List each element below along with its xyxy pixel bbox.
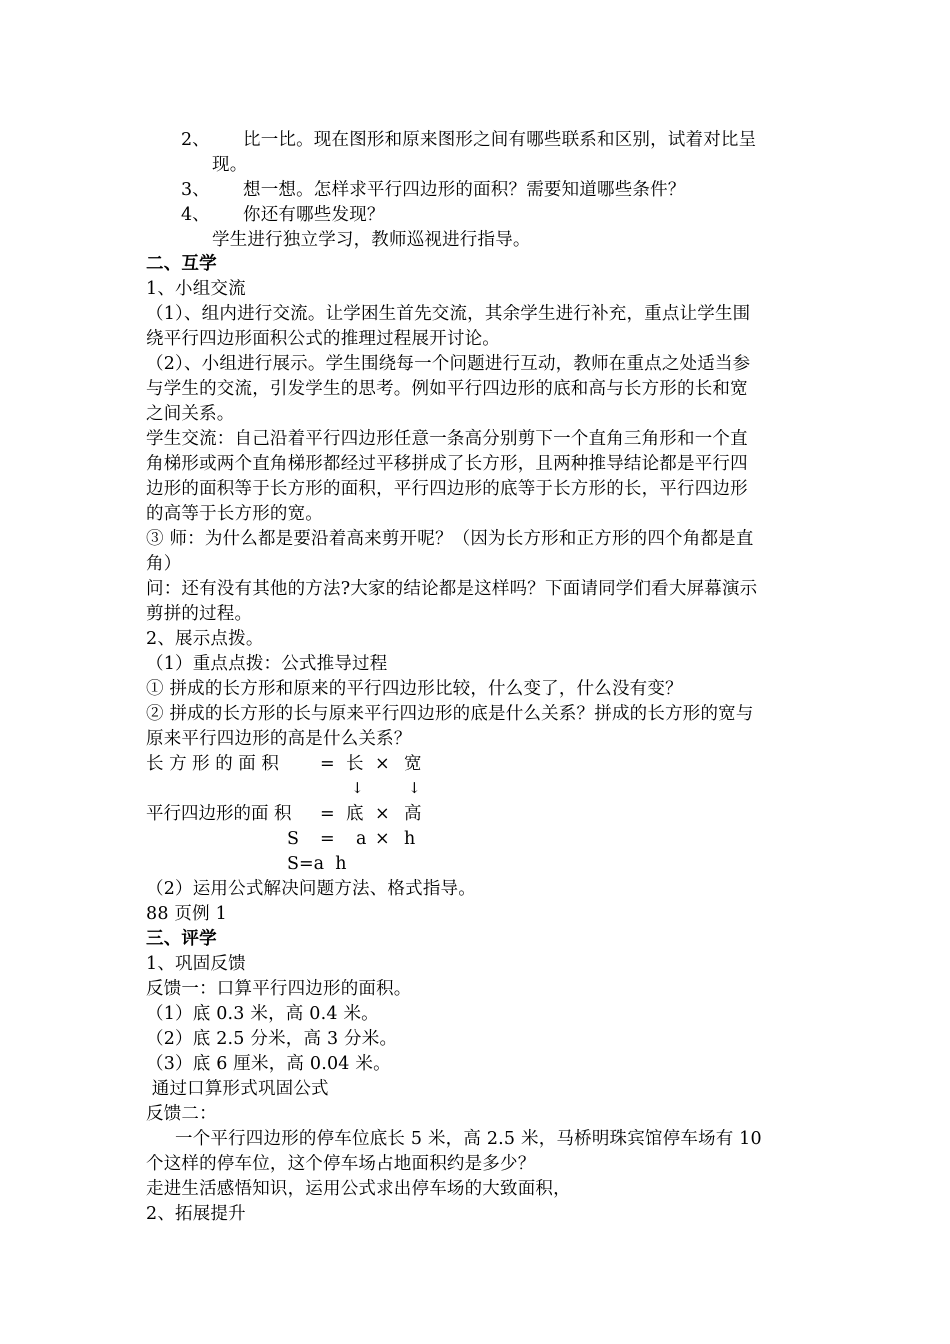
formula-para-label: 平行四边形的面 积 — [146, 804, 292, 824]
list-item-text: 比一比。现在图形和原来图形之间有哪些联系和区别，试着对比呈 — [243, 130, 757, 150]
formula-times: × — [375, 829, 390, 849]
subheading: 1、巩固反馈 — [146, 954, 246, 974]
paragraph-line: 学生交流：自己沿着平行四边形任意一条高分别剪下一个直角三角形和一个直 — [146, 429, 748, 449]
exercise-item: （2）底 2.5 分米，高 3 分米。 — [146, 1029, 398, 1049]
down-arrow-icon: ↓ — [351, 779, 364, 797]
page-reference: 88 页例 1 — [146, 904, 227, 924]
formula-times: × — [375, 754, 390, 774]
paragraph-line: （1）、组内进行交流。让学困生首先交流，其余学生进行补充，重点让学生围 — [146, 304, 751, 324]
list-item-continuation: 现。 — [212, 155, 248, 175]
paragraph-line: 一个平行四边形的停车位底长 5 米，高 2.5 米，马桥明珠宾馆停车场有 10 — [175, 1129, 762, 1149]
formula-length: 长 — [346, 754, 364, 774]
paragraph-line: 反馈一：口算平行四边形的面积。 — [146, 979, 412, 999]
exercise-item: （3）底 6 厘米，高 0.04 米。 — [146, 1054, 391, 1074]
paragraph-line: 角） — [146, 554, 182, 574]
subheading: 1、小组交流 — [146, 279, 246, 299]
paragraph-line: 通过口算形式巩固公式 — [146, 1079, 329, 1099]
paragraph-line: 绕平行四边形面积公式的推理过程展开讨论。 — [146, 329, 500, 349]
paragraph-line: 的高等于长方形的宽。 — [146, 504, 323, 524]
list-number: 4、 — [181, 205, 210, 225]
paragraph-line: 剪拼的过程。 — [146, 604, 253, 624]
paragraph-line: 原来平行四边形的高是什么关系？ — [146, 729, 412, 749]
paragraph-line: 问：还有没有其他的方法?大家的结论都是这样吗？下面请同学们看大屏幕演示 — [146, 579, 758, 599]
list-item-text: 你还有哪些发现？ — [243, 205, 385, 225]
formula-rect-label: 长 方 形 的 面 积 — [146, 754, 279, 774]
paragraph-line: 个这样的停车位，这个停车场占地面积约是多少？ — [146, 1154, 536, 1174]
paragraph-line: 边形的面积等于长方形的面积，平行四边形的底等于长方形的长，平行四边形 — [146, 479, 748, 499]
subheading: 2、拓展提升 — [146, 1204, 246, 1224]
formula-h: h — [404, 829, 416, 849]
formula-equals: = — [320, 804, 335, 824]
list-number: 3、 — [181, 180, 210, 200]
paragraph-line: 角梯形或两个直角梯形都经过平移拼成了长方形，且两种推导结论都是平行四 — [146, 454, 748, 474]
formula-equals: = — [320, 829, 335, 849]
self-study-note: 学生进行独立学习，教师巡视进行指导。 — [212, 230, 531, 250]
formula-s: S — [287, 829, 299, 849]
paragraph-line: （2）、小组进行展示。学生围绕每一个问题进行互动，教师在重点之处适当参 — [146, 354, 751, 374]
paragraph-line: （1）重点点拨：公式推导过程 — [146, 654, 388, 674]
list-number: 2、 — [181, 130, 210, 150]
paragraph-line: ② 拼成的长方形的长与原来平行四边形的底是什么关系？拼成的长方形的宽与 — [146, 704, 754, 724]
paragraph-line: （2）运用公式解决问题方法、格式指导。 — [146, 879, 476, 899]
formula-height: 高 — [404, 804, 422, 824]
section-heading: 二、互学 — [146, 254, 217, 274]
exercise-item: （1）底 0.3 米，高 0.4 米。 — [146, 1004, 379, 1024]
paragraph-line: 之间关系。 — [146, 404, 235, 424]
subheading: 2、展示点拨。 — [146, 629, 264, 649]
paragraph-line: ③ 师：为什么都是要沿着高来剪开呢？（因为长方形和正方形的四个角都是直 — [146, 529, 754, 549]
formula-equals: = — [320, 754, 335, 774]
paragraph-line: 走进生活感悟知识，运用公式求出停车场的大致面积， — [146, 1179, 571, 1199]
paragraph-line: 反馈二： — [146, 1104, 217, 1124]
formula-base: 底 — [346, 804, 364, 824]
down-arrow-icon: ↓ — [408, 779, 421, 797]
formula-a: a — [356, 829, 367, 849]
formula-final: S=a h — [287, 854, 347, 874]
paragraph-line: 与学生的交流，引发学生的思考。例如平行四边形的底和高与长方形的长和宽 — [146, 379, 748, 399]
formula-times: × — [375, 804, 390, 824]
list-item-text: 想一想。怎样求平行四边形的面积？需要知道哪些条件？ — [243, 180, 686, 200]
formula-width: 宽 — [404, 754, 422, 774]
section-heading: 三、评学 — [146, 929, 217, 949]
paragraph-line: ① 拼成的长方形和原来的平行四边形比较，什么变了，什么没有变？ — [146, 679, 683, 699]
